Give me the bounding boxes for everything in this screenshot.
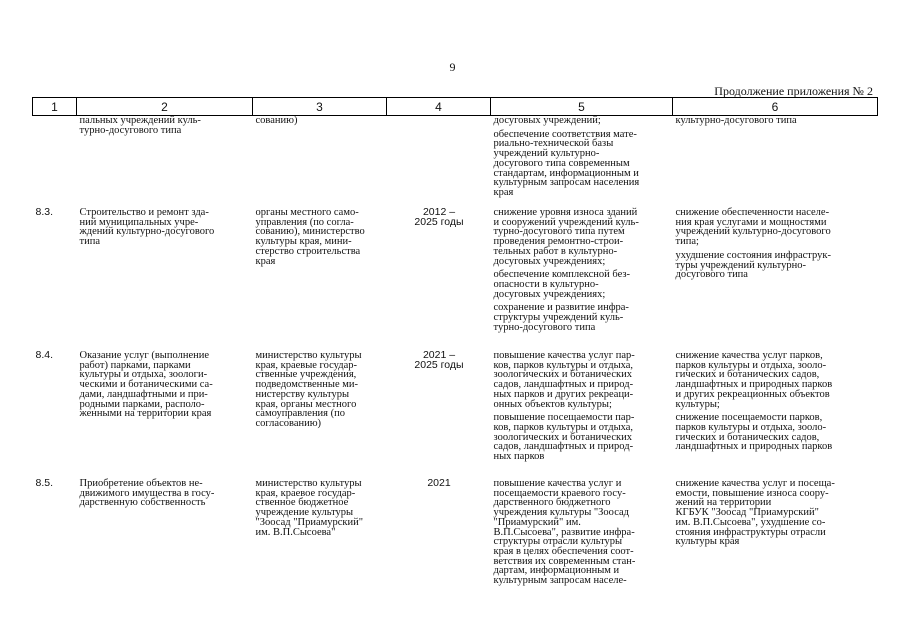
table-row xyxy=(33,208,878,351)
row-number: 8.4. xyxy=(35,349,54,361)
result-paragraph: повышение качества услуг пар- ков, парков культуры и отдыха, зоологических и ботанических садов, ландшафтных и природ- ных парков и других рекреаци- онных объектов культуры; xyxy=(493,350,635,410)
result-paragraph: сохранение и развитие инфра- структуры учреждений куль- турно-досугового типа xyxy=(493,302,629,333)
table-row xyxy=(33,479,878,599)
result-paragraph: повышение посещаемости пар- ков, парков культуры и отдыха, зоологических и ботанических садов, ландшафтных и природ- ных парков xyxy=(493,412,635,463)
consequences xyxy=(673,116,878,209)
measure-name: пальных учреждений куль- турно-досугового типа xyxy=(79,115,201,136)
result-paragraph: обеспечение соответствия мате- риально-технической базы учреждений культурно- досугового типа современным стандартам, информационным и культурным запросам населения края xyxy=(493,128,640,198)
executors: органы местного само- управления (по согла- сованию), министерство культуры края, мини- стерство строительства края xyxy=(255,207,365,267)
result-paragraph: досуговых учреждений; xyxy=(493,115,601,126)
executors: сованию) xyxy=(255,115,298,126)
table-row xyxy=(33,116,878,209)
expected-results xyxy=(491,208,673,351)
result-paragraph: обеспечение комплексной без- опасности в культурно- досуговых учреждениях; xyxy=(493,269,631,300)
column-header: 2 xyxy=(77,98,253,116)
column-header: 6 xyxy=(673,98,878,116)
expected-results xyxy=(491,116,673,209)
consequence-paragraph: ухудшение состояния инфраструк- туры учреждений культурно- досугового типа xyxy=(675,249,831,281)
page-number: 9 xyxy=(449,60,456,74)
consequences xyxy=(673,351,878,479)
consequence-paragraph: снижение качества услуг парков, парков культуры и отдыха, зооло- гических и ботанических садов, ландшафтных и природных парков и других рекреационных объектов культуры; xyxy=(675,350,833,410)
result-paragraph: повышение качества услуг и посещаемости краевого госу- дарственного бюджетного учреждения культуры "Зоосад "Приамурский" им. В.П.Сысоева", развитие инфра- структуры отрасли культуры края в целях обеспечения соот- ветствия их современным стан- дартам, информационным и культурным запросам населе- xyxy=(493,478,636,587)
column-header: 4 xyxy=(387,98,491,116)
column-header: 1 xyxy=(33,98,77,116)
table-row xyxy=(33,351,878,479)
measure-name: Строительство и ремонт зда- ний муниципальных учре- ждений культурно-досугового типа xyxy=(79,207,215,248)
consequence-paragraph: снижение качества услуг и посеща- емости, повышение износа соору- жений на территории КГБУК "Зоосад "Приамурский" им. В.П.Сысоева", ухудшение со- стояния инфраструктуры отрасли культуры края xyxy=(675,478,835,548)
period xyxy=(387,116,491,209)
column-header: 3 xyxy=(253,98,387,116)
measure-name: Оказание услуг (выполнение работ) парками, парками культуры и отдыха, зоологи- ческими и ботаническими са- дами, ландшафтными и при- родными парками, располо- женными на территории края xyxy=(79,350,213,420)
period: 2021 xyxy=(427,477,451,489)
consequences xyxy=(673,479,878,599)
column-header: 5 xyxy=(491,98,673,116)
consequence-paragraph: снижение посещаемости парков, парков культуры и отдыха, зооло- гических и ботанических садов, ландшафтных и природных парков xyxy=(675,412,833,453)
continuation-label: Продолжение приложения № 2 xyxy=(714,84,873,98)
row-number: 8.5. xyxy=(35,477,54,489)
expected-results xyxy=(491,479,673,599)
measures-table xyxy=(32,97,878,599)
executors: министерство культуры края, краевое государ- ственное бюджетное учреждение культуры "Зоосад "Приамурский" им. В.П.Сысоева" xyxy=(255,478,364,538)
period: 2021 – 2025 годы xyxy=(414,349,464,371)
consequences xyxy=(673,208,878,351)
executors: министерство культуры края, краевые государ- ственные учреждения, подведомственные ми- нистерству культуры края, органы местного самоуправления (по согласованию) xyxy=(255,350,362,429)
expected-results xyxy=(491,351,673,479)
table-header-row xyxy=(33,98,878,116)
result-paragraph: снижение уровня износа зданий и сооружений учреждений куль- турно-досугового типа путем проведения ремонтно-строи- тельных работ в культурно- досуговых учреждениях; xyxy=(493,207,639,267)
consequence-paragraph: культурно-досугового типа xyxy=(675,115,797,126)
period: 2012 – 2025 годы xyxy=(414,206,464,228)
measure-name: Приобретение объектов не- движимого имущества в госу- дарственную собственность xyxy=(79,478,215,509)
row-number xyxy=(33,116,77,209)
consequence-paragraph: снижение обеспеченности населе- ния края услугами и мощностями учреждений культурно-досугового типа; xyxy=(675,207,831,248)
row-number: 8.3. xyxy=(35,206,54,218)
